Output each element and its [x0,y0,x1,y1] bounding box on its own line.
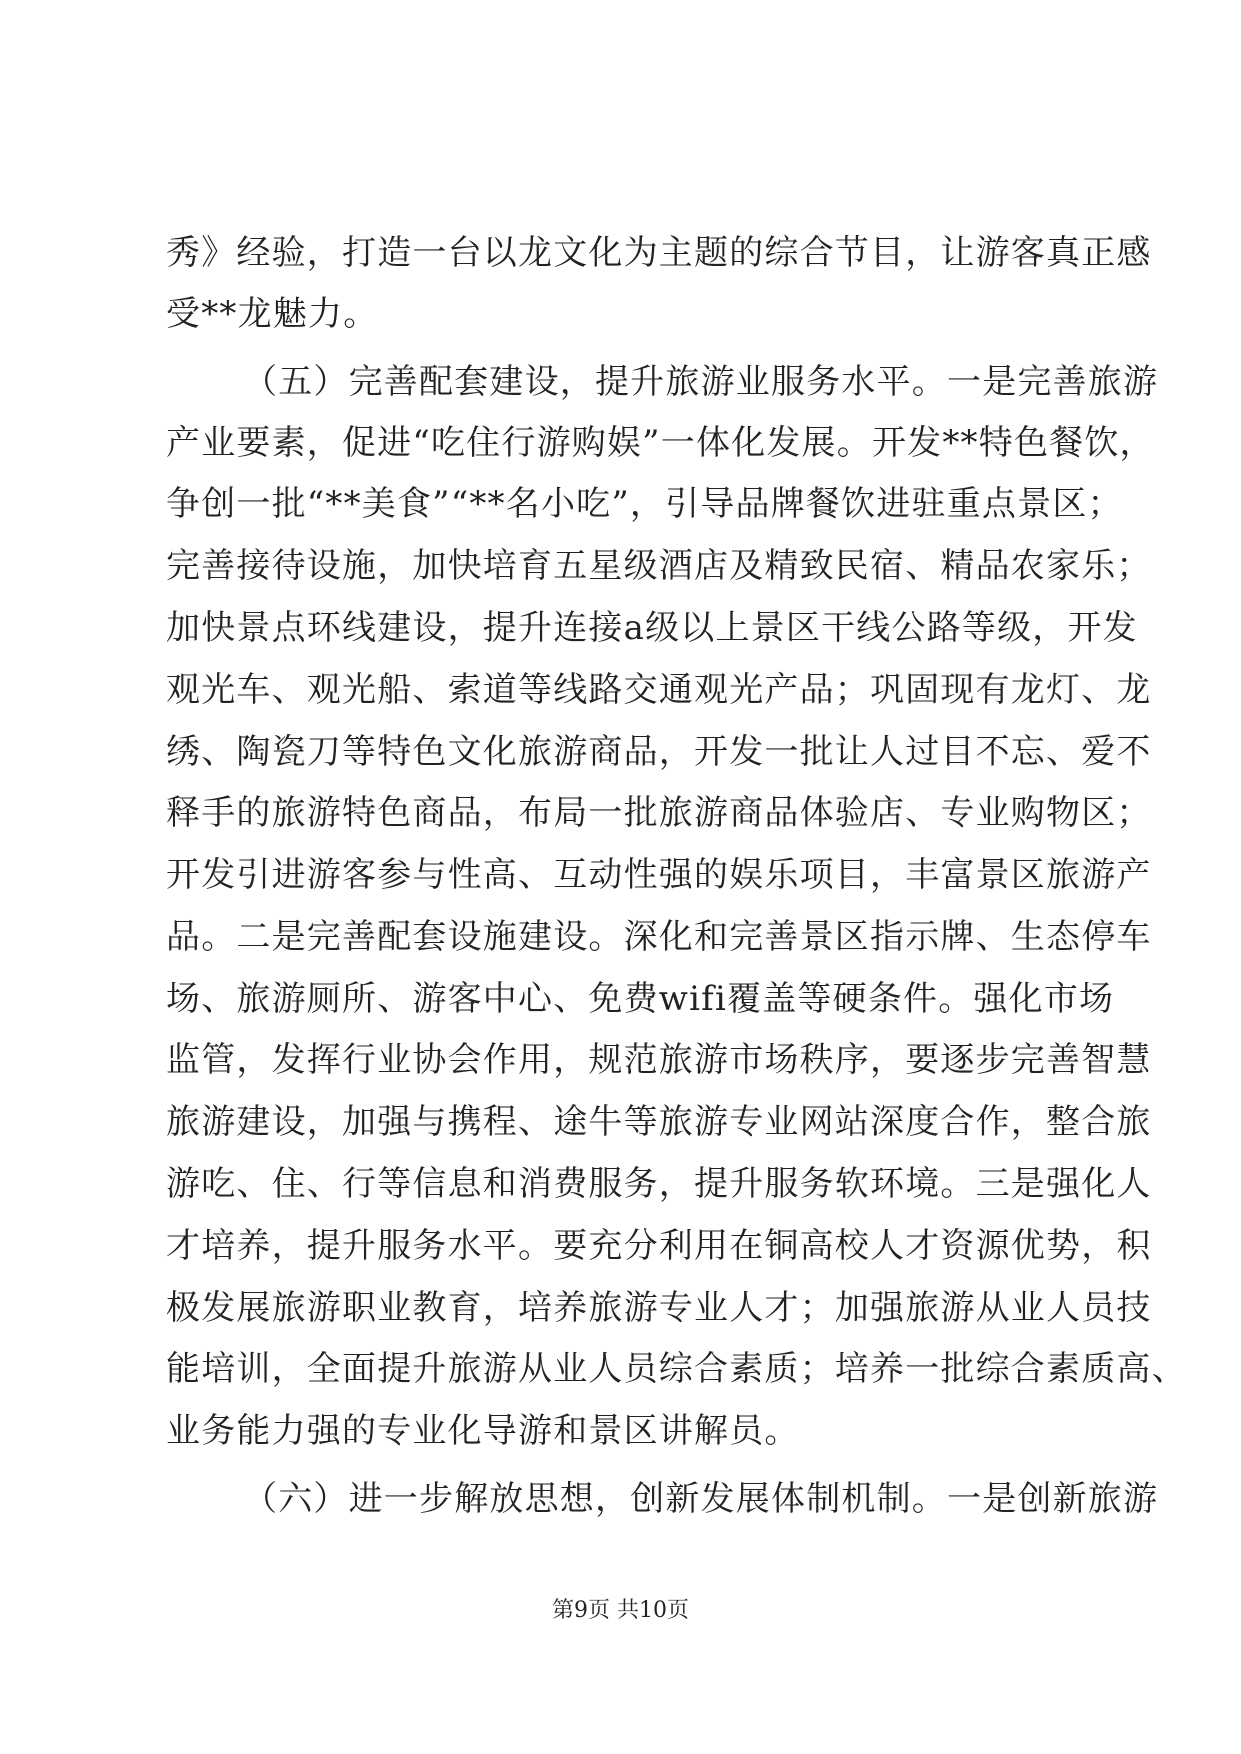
text-line: 监管，发挥行业协会作用，规范旅游市场秩序，要逐步完善智慧 [166,1040,1152,1080]
text-line: 品。二是完善配套设施建设。深化和完善景区指示牌、生态停车 [166,917,1152,957]
text-line: 极发展旅游职业教育，培养旅游专业人才；加强旅游从业人员技 [166,1288,1152,1328]
text-line: 加快景点环线建设，提升连接a级以上景区干线公路等级，开发 [166,608,1138,648]
text-line: 场、旅游厕所、游客中心、免费wifi覆盖等硬条件。强化市场 [166,979,1115,1019]
text-line: 观光车、观光船、索道等线路交通观光产品；巩固现有龙灯、龙 [166,670,1152,710]
text-line: 业务能力强的专业化导游和景区讲解员。 [166,1411,800,1451]
section-heading-6: （六）进一步解放思想，创新发展体制机制。一是创新旅游 [243,1479,1159,1519]
text-line: 释手的旅游特色商品，布局一批旅游商品体验店、专业购物区； [166,793,1152,833]
section-heading-5: （五）完善配套建设，提升旅游业服务水平。一是完善旅游 [243,362,1159,402]
text-line: 游吃、住、行等信息和消费服务，提升服务软环境。三是强化人 [166,1164,1152,1204]
text-line: 产业要素，促进“吃住行游购娱”一体化发展。开发**特色餐饮， [166,423,1155,463]
text-line: 能培训，全面提升旅游从业人员综合素质；培养一批综合素质高、 [166,1349,1187,1389]
page-number-footer: 第9页 共10页 [552,1598,689,1623]
text-line: 绣、陶瓷刀等特色文化旅游商品，开发一批让人过目不忘、爱不 [166,732,1152,772]
text-line: 完善接待设施，加快培育五星级酒店及精致民宿、精品农家乐； [166,546,1152,586]
text-line: 才培养，提升服务水平。要充分利用在铜高校人才资源优势，积 [166,1226,1152,1266]
text-line: 受**龙魅力。 [166,294,379,334]
text-line: 开发引进游客参与性高、互动性强的娱乐项目，丰富景区旅游产 [166,855,1152,895]
text-line: 旅游建设，加强与携程、途牛等旅游专业网站深度合作，整合旅 [166,1102,1152,1142]
text-line: 争创一批“**美食”“**名小吃”，引导品牌餐饮进驻重点景区； [166,484,1123,524]
text-line: 秀》经验，打造一台以龙文化为主题的综合节目，让游客真正感 [166,233,1152,273]
